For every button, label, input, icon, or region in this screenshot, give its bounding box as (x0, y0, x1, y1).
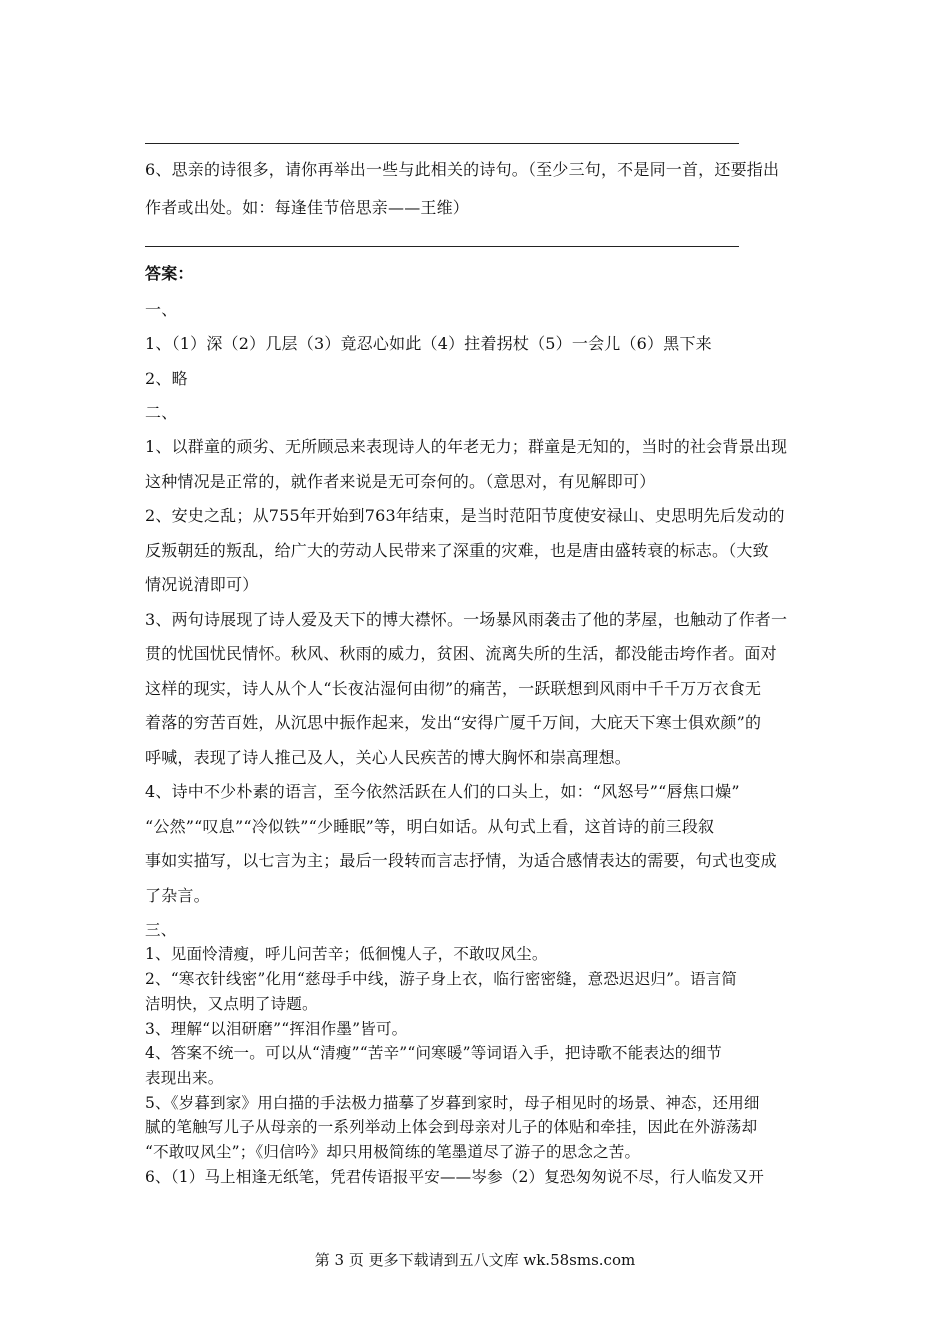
answer-line: 1、以群童的顽劣、无所顾忌来表现诗人的年老无力；群童是无知的，当时的社会背景出现 (145, 437, 788, 456)
answer-line: 2、安史之乱；从755年开始到763年结束，是当时范阳节度使安禄山、史思明先后发动的 (145, 506, 785, 525)
answer-line: 3、理解“以泪研磨”“挥泪作墨”皆可。 (145, 1020, 408, 1038)
question-6-line-2: 作者或出处。如：每逢佳节倍思亲——王维） (145, 198, 470, 217)
answer-line: “公然”“叹息”“冷似铁”“少睡眠”等，明白如话。从句式上看，这首诗的前三段叙 (145, 817, 715, 836)
answer-line: 反叛朝廷的叛乱，给广大的劳动人民带来了深重的灾难，也是唐由盛转衰的标志。（大致 (145, 541, 769, 560)
section-label: 三、 (145, 921, 177, 939)
answer-line: 贯的忧国忧民情怀。秋风、秋雨的威力，贫困、流离失所的生活，都没能击垮作者。面对 (145, 644, 777, 663)
answer-line: 呼喊，表现了诗人推己及人，关心人民疾苦的博大胸怀和崇高理想。 (145, 748, 632, 767)
section-label: 二、 (145, 403, 178, 422)
answer-line: 腻的笔触写儿子从母亲的一系列举动上体会到母亲对儿子的体贴和牵挂，因此在外游荡却 (145, 1118, 758, 1136)
answer-line: 这种情况是正常的，就作者来说是无可奈何的。（意思对，有见解即可） (145, 472, 656, 491)
answer-line: 洁明快，又点明了诗题。 (145, 995, 318, 1013)
answer-line: 5、《岁暮到家》用白描的手法极力描摹了岁暮到家时，母子相见时的场景、神态，还用细 (145, 1094, 760, 1112)
answer-line: 4、答案不统一。可以从“清瘦”“苦辛”“问寒暖”等词语入手，把诗歌不能表达的细节 (145, 1044, 722, 1062)
answer-line: 3、两句诗展现了诗人爱及天下的博大襟怀。一场暴风雨袭击了他的茅屋，也触动了作者一 (145, 610, 788, 629)
answer-line: 这样的现实，诗人从个人“长夜沾湿何由彻”的痛苦，一跃联想到风雨中千千万万衣食无 (145, 679, 762, 698)
answer-line: 着落的穷苦百姓，从沉思中振作起来，发出“安得广厦千万间，大庇天下寒士俱欢颜”的 (145, 713, 762, 732)
answers-heading: 答案： (145, 264, 194, 283)
answer-line: 了杂言。 (145, 886, 210, 905)
answer-line: 事如实描写，以七言为主；最后一段转而言志抒情，为适合感情表达的需要，句式也变成 (145, 851, 777, 870)
answer-line: 1、见面怜清瘦，呼儿问苦辛；低徊愧人子，不敢叹风尘。 (145, 945, 548, 963)
answer-line: 1、（1）深（2）几层（3）竟忍心如此（4）拄着拐杖（5）一会儿（6）黑下来 (145, 334, 712, 353)
answer-line: 6、（1）马上相逢无纸笔，凭君传语报平安——岑参（2）复恐匆匆说不尽，行人临发又开 (145, 1168, 765, 1186)
section-label: 一、 (145, 300, 178, 319)
answer-line: 情况说清即可） (145, 575, 259, 594)
page-footer: 第 3 页 更多下载请到五八文库 wk.58sms.com (314, 1251, 636, 1269)
answer-line: “不敢叹风尘”；《归信吟》却只用极简练的笔墨道尽了游子的思念之苦。 (145, 1143, 641, 1161)
answer-line: 2、“寒衣针线密”化用“慈母手中线，游子身上衣，临行密密缝，意恐迟迟归”。语言简 (145, 970, 738, 988)
answer-blank-line (145, 143, 739, 144)
answer-line: 2、略 (145, 369, 188, 388)
answer-blank-line (145, 246, 739, 247)
question-6-line-1: 6、思亲的诗很多，请你再举出一些与此相关的诗句。（至少三句，不是同一首，还要指出 (145, 160, 780, 179)
answer-line: 4、诗中不少朴素的语言，至今依然活跃在人们的口头上，如：“风怒号”“唇焦口燥” (145, 782, 740, 801)
answer-line: 表现出来。 (145, 1069, 224, 1087)
